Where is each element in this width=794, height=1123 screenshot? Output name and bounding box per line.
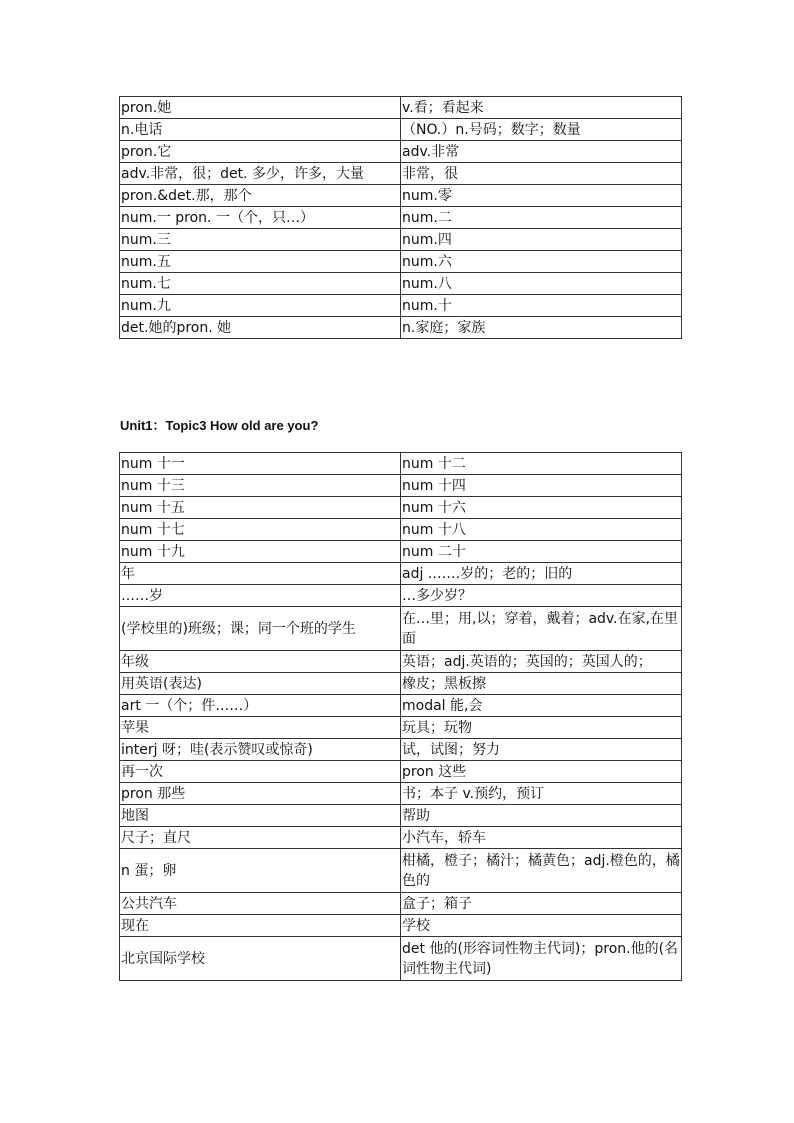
table-cell-left: n 蛋；卵 — [120, 849, 401, 893]
table-cell-left: det.她的pron. 她 — [120, 317, 401, 339]
table-cell-left: 年级 — [120, 651, 401, 673]
table-cell-left: ……岁 — [120, 585, 401, 607]
table-cell-right: num.零 — [401, 185, 682, 207]
table-cell-left: art 一（个；件……） — [120, 695, 401, 717]
table-row — [120, 97, 682, 119]
table-row — [120, 541, 682, 563]
table-cell-left: 年 — [120, 563, 401, 585]
table-row — [120, 563, 682, 585]
table-cell-left: num 十一 — [120, 453, 401, 475]
table-cell-right: 帮助 — [401, 805, 682, 827]
section-heading: Unit1：Topic3 How old are you? — [120, 418, 319, 433]
table-cell-right: 盒子；箱子 — [401, 893, 682, 915]
vocabulary-table-1-body — [120, 97, 682, 339]
table-cell-right: num.六 — [401, 251, 682, 273]
table-row — [120, 849, 682, 893]
table-cell-right: det 他的(形容词性物主代词)；pron.他的(名词性物主代词) — [401, 937, 682, 981]
table-row — [120, 783, 682, 805]
vocabulary-table-2-body — [120, 453, 682, 981]
table-cell-right: num.二 — [401, 207, 682, 229]
table-cell-left: 公共汽车 — [120, 893, 401, 915]
table-row — [120, 739, 682, 761]
table-cell-right: modal 能,会 — [401, 695, 682, 717]
table-cell-right: pron 这些 — [401, 761, 682, 783]
table-cell-right: 玩具；玩物 — [401, 717, 682, 739]
table-cell-left: 北京国际学校 — [120, 937, 401, 981]
table-row — [120, 673, 682, 695]
table-row — [120, 519, 682, 541]
table-row — [120, 453, 682, 475]
table-row — [120, 937, 682, 981]
table-cell-right: 英语；adj.英语的；英国的；英国人的； — [401, 651, 682, 673]
table-row — [120, 185, 682, 207]
table-cell-right: 学校 — [401, 915, 682, 937]
table-cell-left: 尺子；直尺 — [120, 827, 401, 849]
table-row — [120, 163, 682, 185]
table-row — [120, 295, 682, 317]
table-cell-left: pron 那些 — [120, 783, 401, 805]
table-cell-left: 苹果 — [120, 717, 401, 739]
table-row — [120, 251, 682, 273]
table-cell-left: 用英语(表达) — [120, 673, 401, 695]
table-cell-left: n.电话 — [120, 119, 401, 141]
table-cell-right: n.家庭；家族 — [401, 317, 682, 339]
table-cell-right: num 十二 — [401, 453, 682, 475]
table-cell-left: 地图 — [120, 805, 401, 827]
table-cell-left: num.五 — [120, 251, 401, 273]
table-cell-right: （NO.）n.号码；数字；数量 — [401, 119, 682, 141]
table-row — [120, 273, 682, 295]
table-cell-right: 小汽车，轿车 — [401, 827, 682, 849]
table-cell-left: num 十七 — [120, 519, 401, 541]
table-cell-right: adj .……岁的；老的；旧的 — [401, 563, 682, 585]
table-cell-right: num 十八 — [401, 519, 682, 541]
table-row — [120, 141, 682, 163]
table-cell-right: adv.非常 — [401, 141, 682, 163]
table-cell-left: pron.&det.那，那个 — [120, 185, 401, 207]
table-cell-left: pron.它 — [120, 141, 401, 163]
table-cell-right: …多少岁？ — [401, 585, 682, 607]
table-row — [120, 585, 682, 607]
table-row — [120, 695, 682, 717]
table-cell-left: (学校里的)班级；课；同一个班的学生 — [120, 607, 401, 651]
table-cell-right: num 二十 — [401, 541, 682, 563]
table-cell-right: 书；本子 v.预约，预订 — [401, 783, 682, 805]
table-row — [120, 317, 682, 339]
table-cell-left: num.三 — [120, 229, 401, 251]
table-cell-left: num 十三 — [120, 475, 401, 497]
table-row — [120, 475, 682, 497]
table-cell-right: 在…里；用,以；穿着，戴着；adv.在家,在里面 — [401, 607, 682, 651]
table-row — [120, 893, 682, 915]
table-cell-left: pron.她 — [120, 97, 401, 119]
table-cell-right: v.看；看起来 — [401, 97, 682, 119]
table-cell-left: adv.非常，很；det. 多少，许多，大量 — [120, 163, 401, 185]
table-row — [120, 717, 682, 739]
table-row — [120, 207, 682, 229]
table-cell-left: num 十九 — [120, 541, 401, 563]
table-row — [120, 607, 682, 651]
table-cell-right: num 十四 — [401, 475, 682, 497]
table-cell-right: num.四 — [401, 229, 682, 251]
table-row — [120, 651, 682, 673]
table-cell-right: num.八 — [401, 273, 682, 295]
table-cell-left: num 十五 — [120, 497, 401, 519]
table-cell-left: 再一次 — [120, 761, 401, 783]
table-row — [120, 119, 682, 141]
table-row — [120, 761, 682, 783]
table-cell-right: 柑橘，橙子；橘汁；橘黄色；adj.橙色的，橘色的 — [401, 849, 682, 893]
table-row — [120, 915, 682, 937]
table-cell-left: num.七 — [120, 273, 401, 295]
table-cell-right: 非常，很 — [401, 163, 682, 185]
table-cell-right: num 十六 — [401, 497, 682, 519]
table-cell-right: num.十 — [401, 295, 682, 317]
vocabulary-table-1 — [119, 96, 682, 339]
table-row — [120, 827, 682, 849]
table-cell-left: 现在 — [120, 915, 401, 937]
table-cell-left: interj 呀；哇(表示赞叹或惊奇) — [120, 739, 401, 761]
table-row — [120, 497, 682, 519]
table-row — [120, 805, 682, 827]
table-row — [120, 229, 682, 251]
table-cell-left: num.九 — [120, 295, 401, 317]
table-cell-right: 试，试图；努力 — [401, 739, 682, 761]
table-cell-left: num.一 pron. 一（个，只…） — [120, 207, 401, 229]
table-cell-right: 橡皮；黑板擦 — [401, 673, 682, 695]
vocabulary-table-2 — [119, 452, 682, 981]
